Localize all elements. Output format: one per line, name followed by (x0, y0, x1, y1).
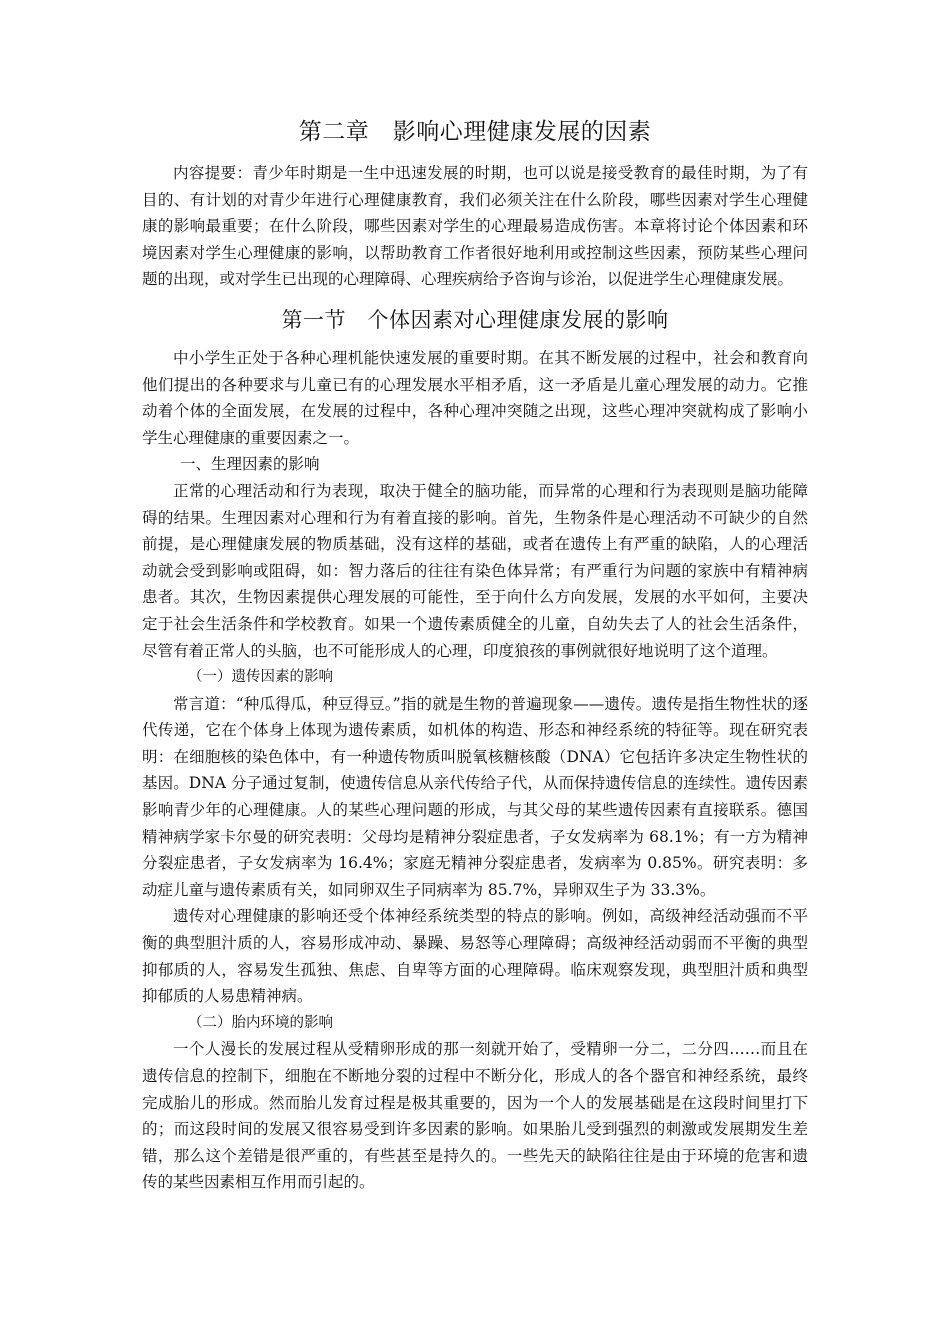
section-title: 第一节 个体因素对心理健康发展的影响 (281, 307, 669, 332)
genetic-paragraph-2: 遗传对心理健康的影响还受个体神经系统类型的特点的影响。例如，高级神经活动强而不平衡的典型胆汁质的人，容易形成冲动、暴躁、易怒等心理障碍；高级神经活动弱而不平衡的典型抑郁质的人，容易发生孤独、焦虑、自卑等方面的心理障碍。临床观察发现，典型胆汁质和典型抑郁质的人易患精神病。 (142, 907, 808, 1006)
heading-physiological-factors: 一、生理因素的影响 (180, 455, 320, 474)
heading-genetic-factors: （一）遗传因素的影响 (188, 669, 333, 686)
page-content (142, 112, 808, 1196)
heading-prenatal-environment: （二）胎内环境的影响 (188, 1014, 333, 1031)
abstract-paragraph: 内容提要：青少年时期是一生中迅速发展的时期，也可以说是接受教育的最佳时期，为了有目的、有计划的对青少年进行心理健康教育，我们必须关注在什么阶段，哪些因素对学生心理健康的影响最重要；在什么阶段，哪些因素对学生的心理最易造成伤害。本章将讨论个体因素和环境因素对学生心理健康的影响，以帮助教育工作者很好地利用或控制这些因素，预防某些心理问题的出现，或对学生已出现的心理障碍、心理疾病给予咨询与诊治，以促进学生心理健康发展。 (142, 164, 808, 289)
physiological-paragraph: 正常的心理活动和行为表现，取决于健全的脑功能，而异常的心理和行为表现则是脑功能障碍的结果。生理因素对心理和行为有着直接的影响。首先，生物条件是心理活动不可缺少的自然前提，是心理健康发展的物质基础，没有这样的基础，或者在遗传上有严重的缺陷，人的心理活动就会受到影响或阻碍，如：智力落后的往往有染色体异常；有严重行为问题的家族中有精神病患者。其次，生物因素提供心理发展的可能性，至于向什么方向发展，发展的水平如何，主要决定于社会生活条件和学校教育。如果一个遗传素质健全的儿童，自幼失去了人的社会生活条件，尽管有着正常人的头脑，也不可能形成人的心理，印度狼孩的事例就很好地说明了这个道理。 (142, 481, 808, 660)
section-intro-paragraph: 中小学生正处于各种心理机能快速发展的重要时期。在其不断发展的过程中，社会和教育向他们提出的各种要求与儿童已有的心理发展水平相矛盾，这一矛盾是儿童心理发展的动力。它推动着个体的全面发展，在发展的过程中，各种心理冲突随之出现，这些心理冲突就构成了影响小学生心理健康的重要因素之一。 (142, 348, 808, 447)
chapter-title: 第二章 影响心理健康发展的因素 (298, 119, 652, 145)
prenatal-paragraph: 一个人漫长的发展过程从受精卵形成的那一刻就开始了，受精卵一分二，二分四……而且在遗传信息的控制下，细胞在不断地分裂的过程中不断分化，形成人的各个器官和神经系统，最终完成胎儿的形成。然而胎儿发育过程是极其重要的，因为一个人的发展基础是在这段时间里打下的；而这段时间的发展又很容易受到许多因素的影响。如果胎儿受到强烈的刺激或发展期发生差错，那么这个差错是很严重的，有些甚至是持久的。一些先天的缺陷往往是由于环境的危害和遗传的某些因素相互作用而引起的。 (142, 1040, 808, 1192)
genetic-paragraph-1: 常言道：“种瓜得瓜，种豆得豆。”指的就是生物的普遍现象——遗传。遗传是指生物性状的逐代传递，它在个体身上体现为遗传素质，如机体的构造、形态和神经系统的特征等。现在研究表明：在细胞核的染色体中，有一种遗传物质叫脱氧核糖核酸（DNA）它包括许多决定生物性状的基因。DNA 分子通过复制，使遗传信息从亲代传给子代，从而保持遗传信息的连续性。遗传因素影响青少年的心理健康。人的某些心理问题的形成，与其父母的某些遗传因素有直接联系。德国精神病学家卡尔曼的研究表明：父母均是精神分裂症患者，子女发病率为 68.1%；有一方为精神分裂症患者，子女发病率为 16.4%；家庭无精神分裂症患者，发病率为 0.85%。研究表明：多动症儿童与遗传素质有关，如同卵双生子同病率为 85.7%，异卵双生子为 33.3%。 (142, 694, 808, 899)
